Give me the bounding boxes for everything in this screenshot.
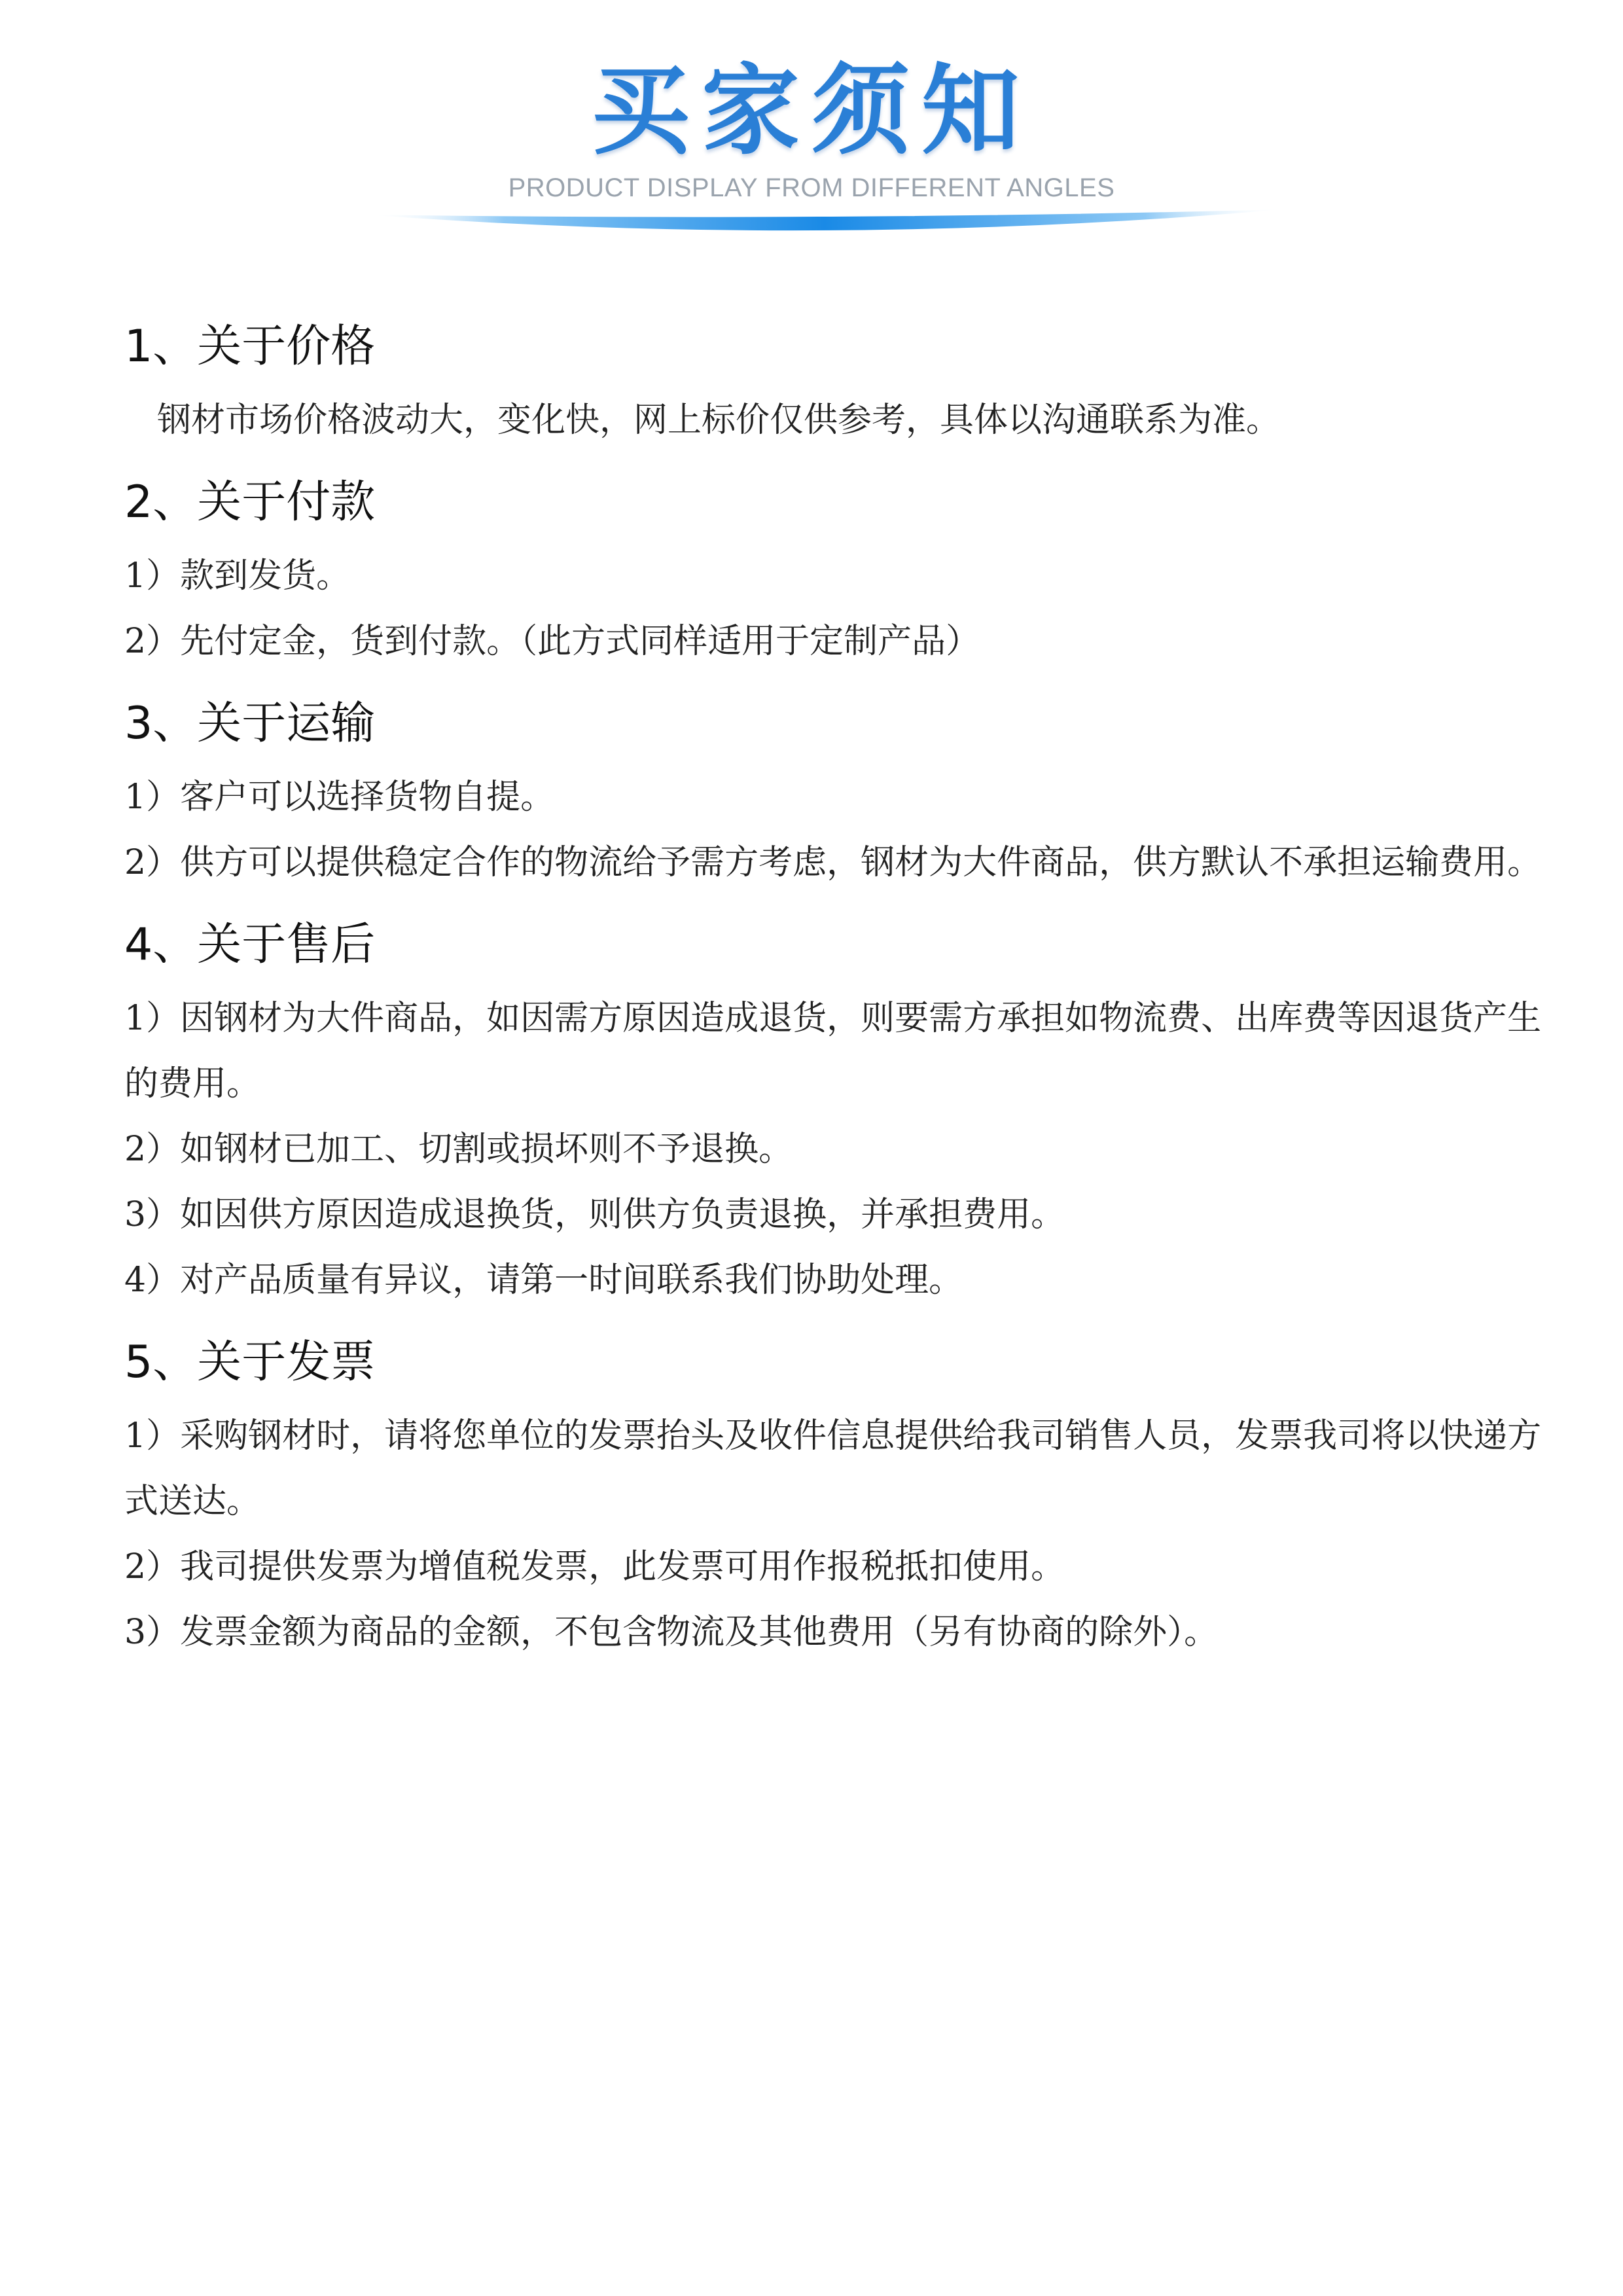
section-heading-shipping: 3、关于运输 bbox=[124, 698, 376, 749]
page-subtitle: PRODUCT DISPLAY FROM DIFFERENT ANGLES bbox=[508, 173, 1115, 202]
section-item: 2）我司提供发票为增值税发票，此发票可用作报税抵扣使用。 bbox=[124, 1547, 1065, 1587]
section-item: 钢材市场价格波动大，变化快，网上标价仅供参考，具体以沟通联系为准。 bbox=[157, 401, 1281, 440]
section-heading-price: 1、关于价格 bbox=[124, 321, 376, 372]
section-item: 3）如因供方原因造成退换货，则供方负责退换，并承担费用。 bbox=[124, 1195, 1065, 1234]
section-heading-payment: 2、关于付款 bbox=[124, 476, 376, 528]
page-header bbox=[0, 0, 1623, 262]
page-title: 买家须知 bbox=[591, 54, 1031, 168]
section-item: 2）如钢材已加工、切割或损坏则不予退换。 bbox=[124, 1130, 793, 1169]
section-item: 1）客户可以选择货物自提。 bbox=[124, 778, 555, 817]
header-swoosh-decoration bbox=[366, 196, 1283, 249]
section-heading-after-sales: 4、关于售后 bbox=[124, 919, 376, 971]
section-item: 2）供方可以提供稳定合作的物流给予需方考虑，钢材为大件商品，供方默认不承担运输费用。 bbox=[124, 843, 1542, 882]
section-item: 1）因钢材为大件商品，如因需方原因造成退货，则要需方承担如物流费、出库费等因退货产生的费用。 bbox=[124, 999, 1542, 1103]
section-item: 1）款到发货。 bbox=[124, 556, 351, 596]
section-item: 4）对产品质量有异议，请第一时间联系我们协助处理。 bbox=[124, 1261, 963, 1300]
section-item: 3）发票金额为商品的金额，不包含物流及其他费用（另有协商的除外）。 bbox=[124, 1613, 1219, 1652]
section-heading-invoice: 5、关于发票 bbox=[124, 1336, 376, 1388]
notice-content bbox=[124, 314, 1564, 1665]
section-item: 1）采购钢材时，请将您单位的发票抬头及收件信息提供给我司销售人员，发票我司将以快递方式送达。 bbox=[124, 1416, 1542, 1521]
section-item: 2）先付定金，货到付款。（此方式同样适用于定制产品） bbox=[124, 622, 980, 661]
